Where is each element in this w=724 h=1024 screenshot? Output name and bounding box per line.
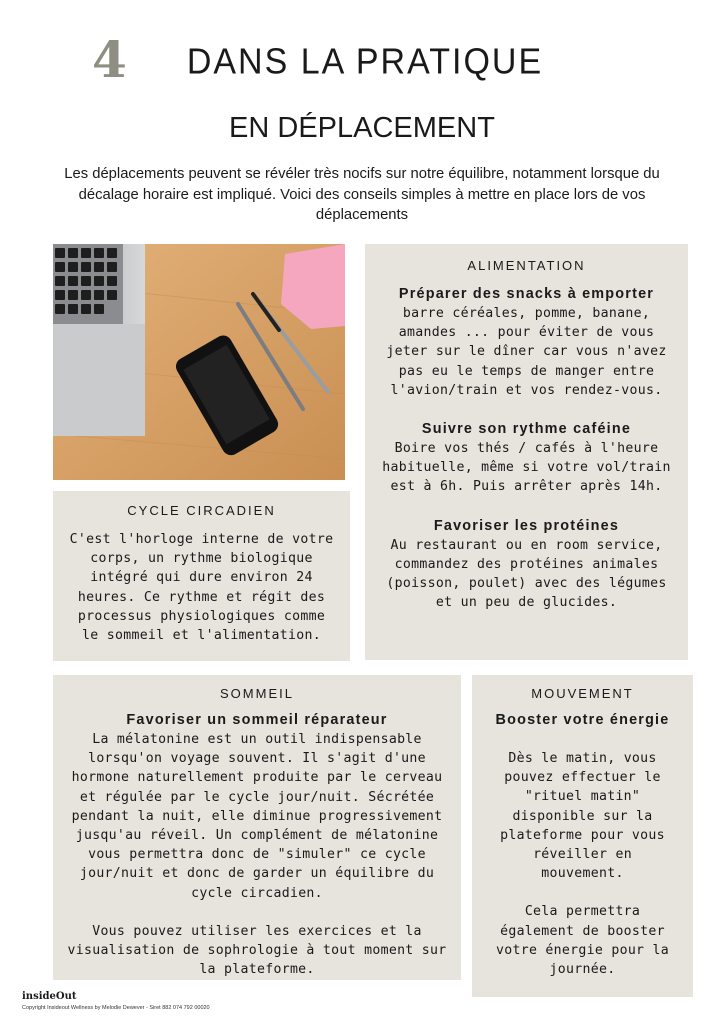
mouvement-text: Dès le matin, vous pouvez effectuer le "rituel matin" disponible sur la plateforme pour vous réveiller en mouvement. [500,751,665,882]
mouvement-heading: MOUVEMENT [531,686,634,701]
cycle-heading: CYCLE CIRCADIEN [127,503,276,518]
sommeil-card [53,675,461,980]
alimentation-item-text: Boire vos thés / cafés à l'heure habituelle, même si votre vol/train est à 6h. Puis arrêter après 14h. [382,441,671,495]
intro-text: Les déplacements peuvent se révéler très nocifs sur notre équilibre, notamment lorsque du décalage horaire est impliqué. Voici des conseils simples à mettre en place lors de vos déplacements [64,166,660,223]
desk-photo [53,244,345,480]
footer-logo: insideOut [22,991,77,1002]
alimentation-item-title: Suivre son rythme caféine [421,421,632,438]
page-title: DANS LA PRATIQUE [186,42,544,82]
footer-copyright: Copyright Insideout Wellness by Melodie Dewever - Siret 882 074 792 00020 [22,1005,210,1011]
sommeil-heading: SOMMEIL [220,686,294,701]
alimentation-item-title: Favoriser les protéines [433,517,620,534]
alimentation-card [365,244,688,660]
sommeil-text: La mélatonine est un outil indispensable lorsqu'on voyage souvent. Il s'agit d'une hormone naturellement produite par le cerveau et régulée par le cycle jour/nuit. Sécrétée pendant la nuit, elle diminue progressivement jusqu'au réveil. Un complément de mélatonine vous permettra donc de "simuler" ce cycle jour/nuit et donc de garder un équilibre du cycle circadien. [71,732,443,901]
alimentation-heading: ALIMENTATION [467,258,586,273]
alimentation-item-text: barre céréales, pomme, banane, amandes ... pour éviter de vous jeter sur le dîner car vous n'avez pas eu le temps de manger entre l'avion/train et vos rendez-vous. [386,306,667,398]
alimentation-item-title: Préparer des snacks à emporter [398,286,655,302]
mouvement-title: Booster votre énergie [495,712,670,728]
section-number: 4 [92,30,127,89]
alimentation-item-text: Au restaurant ou en room service, commandez des protéines animales (poisson, poulet) avec des légumes et un peu de glucides. [386,537,667,611]
cycle-card [53,491,350,661]
page-subtitle: EN DÉPLACEMENT [229,112,495,144]
sommeil-title: Favoriser un sommeil réparateur [126,712,388,728]
cycle-text: C'est l'horloge interne de votre corps, un rythme biologique intégré qui dure environ 24 heures. Ce rythme et régit des processus physiologiques comme le sommeil et l'alimentation. [69,532,334,644]
sommeil-text-2: Vous pouvez utiliser les exercices et la visualisation de sophrologie à tout moment sur la plateforme. [67,923,447,978]
mouvement-text-2: Cela permettra également de booster votre énergie pour la journée. [495,904,670,978]
desk-photo-icon [53,244,345,480]
mouvement-card [472,675,693,997]
